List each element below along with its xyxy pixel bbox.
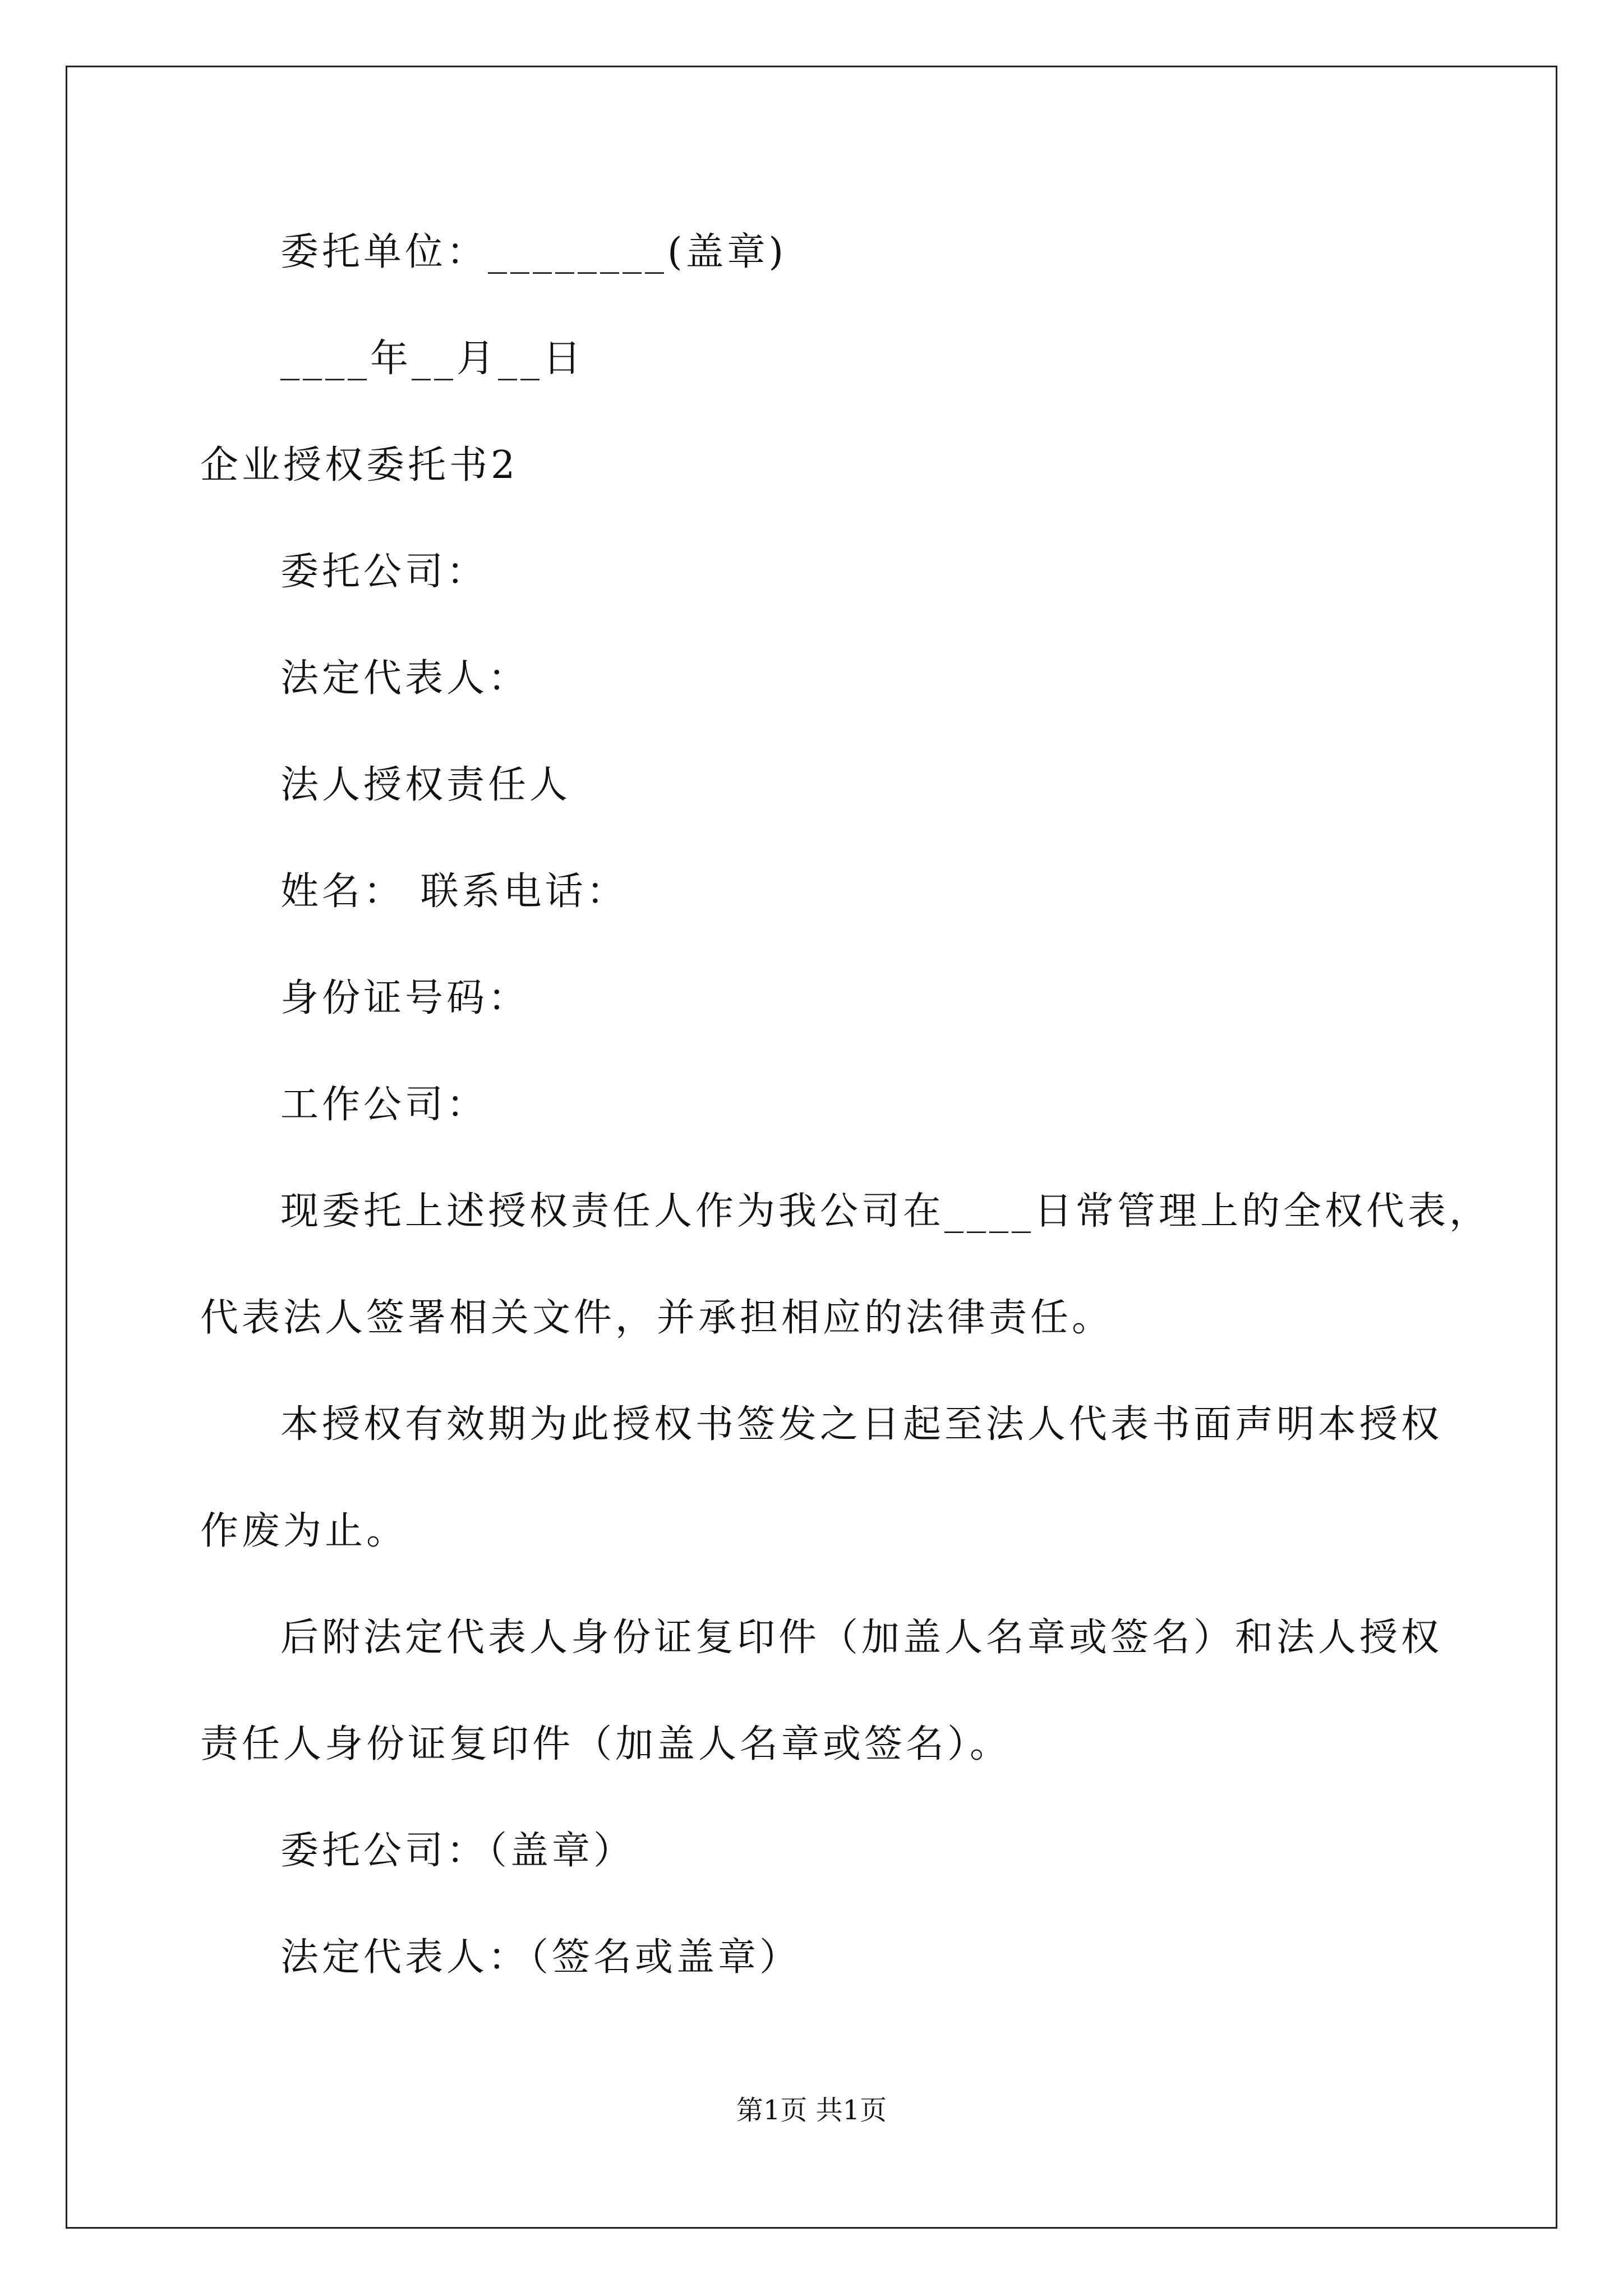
paragraph-3-line-1: 后附法定代表人身份证复印件（加盖人名章或签名）和法人授权 bbox=[280, 1616, 1443, 1660]
entrusting-unit-line: 委托单位：________(盖章) bbox=[280, 230, 787, 274]
page-number-footer: 第1页 共1页 bbox=[736, 2095, 887, 2126]
page-frame bbox=[66, 66, 1557, 2229]
date-line: ____年__月__日 bbox=[280, 337, 585, 381]
paragraph-2-line-2: 作废为止。 bbox=[200, 1509, 408, 1553]
representative-signature-line: 法定代表人：（签名或盖章） bbox=[280, 1935, 801, 1980]
paragraph-1-line-1: 现委托上述授权责任人作为我公司在____日常管理上的全权代表， bbox=[280, 1189, 1491, 1234]
paragraph-2-line-1: 本授权有效期为此授权书签发之日起至法人代表书面声明本授权 bbox=[280, 1402, 1443, 1447]
legal-representative-line: 法定代表人： bbox=[280, 656, 530, 701]
name-phone-line: 姓名： 联系电话： bbox=[280, 869, 628, 914]
authorized-person-heading: 法人授权责任人 bbox=[280, 763, 571, 807]
id-number-line: 身份证号码： bbox=[280, 976, 530, 1020]
paragraph-3-line-2: 责任人身份证复印件（加盖人名章或签名）。 bbox=[200, 1722, 1012, 1766]
section-title: 企业授权委托书2 bbox=[200, 443, 519, 487]
paragraph-1-line-2: 代表法人签署相关文件，并承担相应的法律责任。 bbox=[200, 1296, 1114, 1340]
company-seal-line: 委托公司：（盖章） bbox=[280, 1829, 635, 1873]
work-company-line: 工作公司： bbox=[280, 1083, 488, 1127]
entrusting-company-line: 委托公司： bbox=[280, 550, 488, 594]
